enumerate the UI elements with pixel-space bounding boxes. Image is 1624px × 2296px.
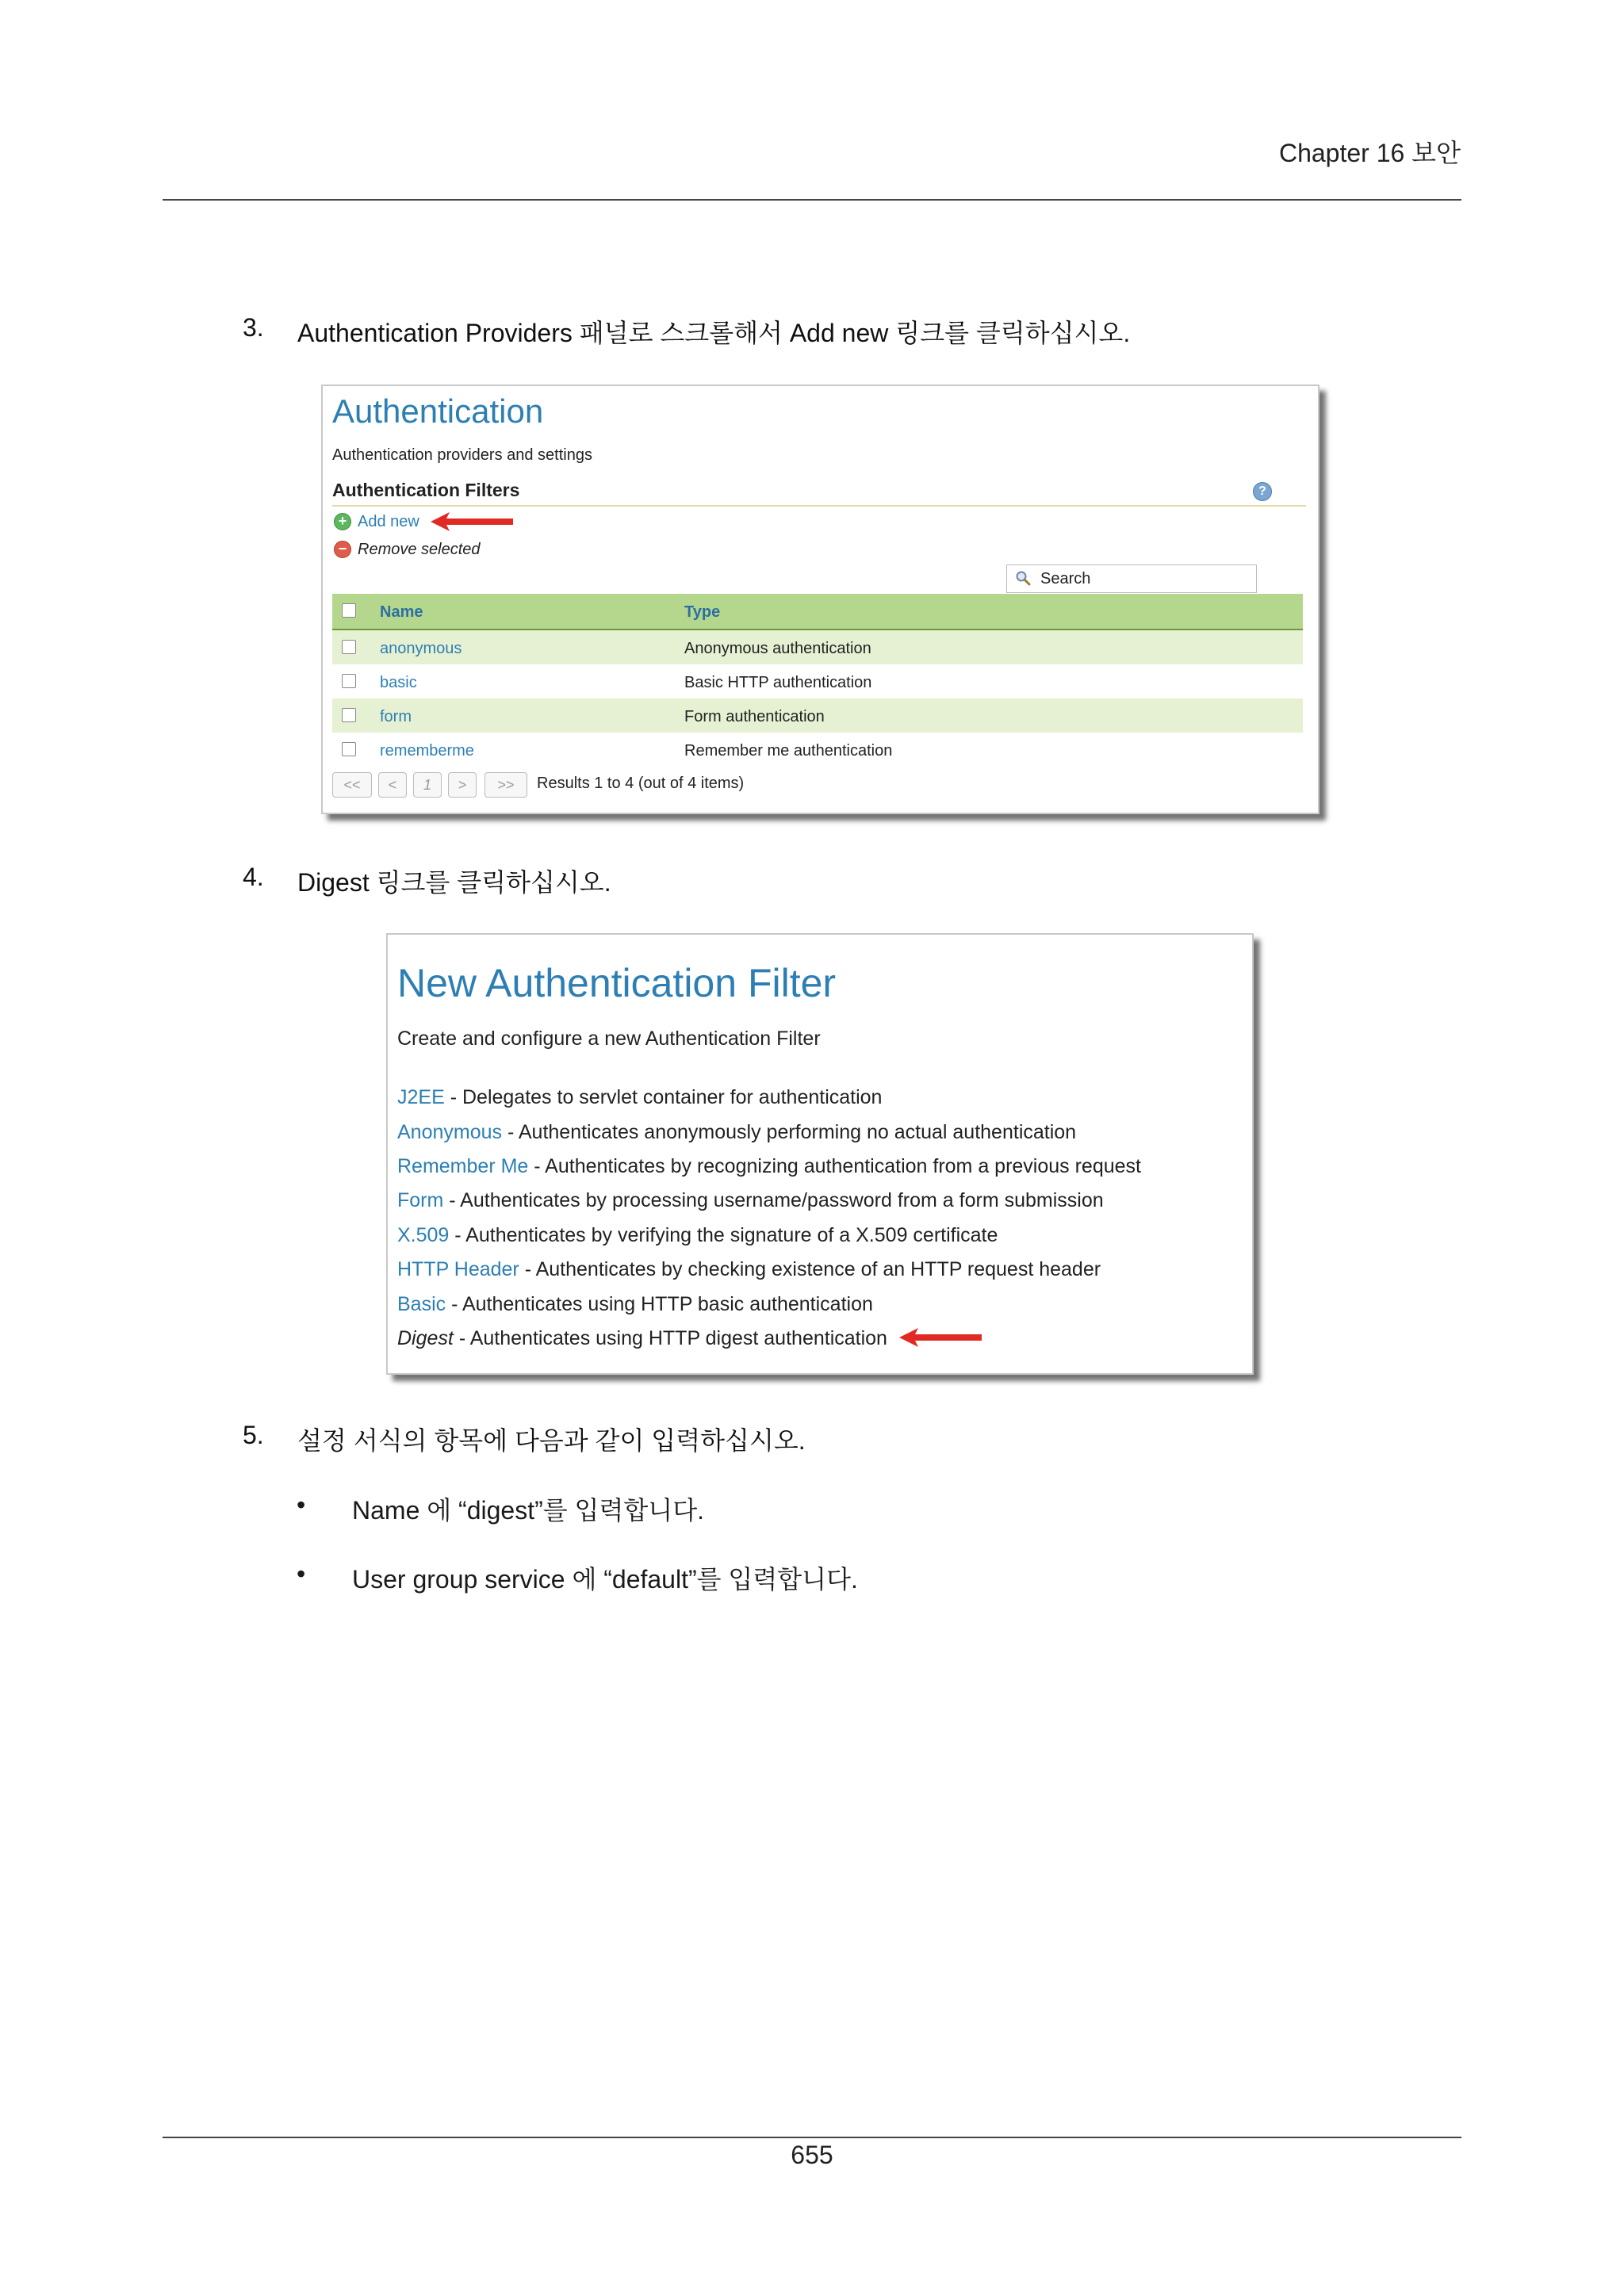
bullet-name-digest: Name 에 “digest”를 입력합니다. <box>352 1496 705 1525</box>
filter-description: - Authenticates by verifying the signature of a X.509 certificate <box>449 1224 998 1246</box>
add-icon: + <box>334 513 351 530</box>
next-page-button[interactable]: > <box>448 772 477 798</box>
table-row <box>332 664 1303 698</box>
filter-description: - Authenticates using HTTP digest authentication <box>453 1327 887 1349</box>
filter-link[interactable]: Remember Me <box>397 1155 529 1177</box>
bullet-user-group-service: User group service 에 “default”를 입력합니다. <box>352 1565 858 1594</box>
help-icon[interactable]: ? <box>1253 482 1272 501</box>
step-5-text: 설정 서식의 항목에 다음과 같이 입력하십시오. <box>297 1426 806 1455</box>
filter-description: - Authenticates anonymously performing no actual authentication <box>502 1121 1077 1143</box>
add-new-link[interactable]: Add new <box>358 513 419 530</box>
remove-selected-link[interactable]: Remove selected <box>358 541 481 558</box>
chapter-header: Chapter 16 보안 <box>1278 139 1461 167</box>
filter-option-http-header <box>397 1258 1101 1281</box>
row-name-link[interactable]: basic <box>380 674 417 691</box>
page-number-button[interactable]: 1 <box>413 772 442 798</box>
filter-option-j2ee <box>397 1086 882 1109</box>
filters-table <box>332 594 1303 767</box>
search-placeholder: Search <box>1040 570 1091 587</box>
first-page-button[interactable]: << <box>332 772 372 798</box>
filter-option-anonymous <box>397 1121 1076 1144</box>
prev-page-button[interactable]: < <box>378 772 407 798</box>
step-4-number: 4. <box>243 863 264 891</box>
filter-option-remember-me <box>397 1155 1141 1178</box>
row-checkbox[interactable] <box>342 742 356 756</box>
filter-link[interactable]: HTTP Header <box>397 1258 519 1280</box>
filters-divider <box>332 505 1306 507</box>
page-number: 655 <box>791 2141 833 2169</box>
filter-option-form <box>397 1189 1104 1212</box>
step-3-text: Authentication Providers 패널로 스크롤해서 Add new 링크를 클릭하십시오. <box>297 319 1131 347</box>
pagination-results: Results 1 to 4 (out of 4 items) <box>537 775 745 792</box>
red-arrow-icon <box>898 1326 985 1349</box>
red-arrow-icon <box>429 510 516 534</box>
filter-link[interactable]: Digest <box>397 1327 454 1349</box>
column-header-type[interactable]: Type <box>684 603 721 621</box>
new-filter-title: New Authentication Filter <box>397 961 837 1005</box>
panel-subtitle: Authentication providers and settings <box>332 446 592 464</box>
last-page-button[interactable]: >> <box>485 772 527 798</box>
filters-heading: Authentication Filters <box>332 480 520 500</box>
footer-rule <box>163 2137 1461 2138</box>
filter-description: - Authenticates by checking existence of an HTTP request header <box>519 1258 1101 1280</box>
filter-link[interactable]: J2EE <box>397 1086 445 1108</box>
panel-title: Authentication <box>332 392 544 430</box>
row-name-link[interactable]: form <box>380 708 412 725</box>
filter-option-x509 <box>397 1224 998 1247</box>
step-5-number: 5. <box>243 1421 264 1449</box>
bullet-marker: • <box>297 1559 306 1588</box>
filter-description: - Delegates to servlet container for authentication <box>444 1086 883 1108</box>
filter-description: - Authenticates by processing username/password from a form submission <box>443 1189 1104 1211</box>
row-type: Form authentication <box>684 708 825 725</box>
filter-link[interactable]: X.509 <box>397 1224 450 1246</box>
row-checkbox[interactable] <box>342 708 356 722</box>
step-4-text: Digest 링크를 클릭하십시오. <box>297 868 611 897</box>
filter-link[interactable]: Basic <box>397 1293 446 1315</box>
row-checkbox[interactable] <box>342 640 356 654</box>
filter-option-digest <box>397 1327 887 1350</box>
header-rule <box>163 199 1461 201</box>
select-all-checkbox[interactable] <box>342 603 356 618</box>
table-row <box>332 733 1303 767</box>
filter-option-basic <box>397 1293 873 1316</box>
search-icon <box>1015 570 1031 586</box>
row-type: Anonymous authentication <box>684 640 871 657</box>
new-filter-subtitle: Create and configure a new Authentication Filter <box>397 1027 821 1050</box>
step-3-number: 3. <box>243 313 264 342</box>
filter-link[interactable]: Form <box>397 1189 444 1211</box>
filter-link[interactable]: Anonymous <box>397 1121 503 1143</box>
row-type: Basic HTTP authentication <box>684 674 872 691</box>
row-type: Remember me authentication <box>684 742 893 760</box>
table-row <box>332 630 1303 664</box>
row-name-link[interactable]: rememberme <box>380 742 474 760</box>
table-row <box>332 698 1303 733</box>
filter-description: - Authenticates by recognizing authentication from a previous request <box>528 1155 1141 1177</box>
filter-description: - Authenticates using HTTP basic authentication <box>446 1293 873 1315</box>
row-name-link[interactable]: anonymous <box>380 640 462 657</box>
new-filter-panel-screenshot <box>386 933 1254 1375</box>
table-header <box>332 594 1303 630</box>
column-header-name[interactable]: Name <box>380 603 423 621</box>
authentication-panel-screenshot <box>321 385 1320 814</box>
search-input[interactable] <box>1006 564 1257 593</box>
remove-icon: − <box>334 541 351 558</box>
bullet-marker: • <box>297 1490 306 1519</box>
row-checkbox[interactable] <box>342 674 356 688</box>
